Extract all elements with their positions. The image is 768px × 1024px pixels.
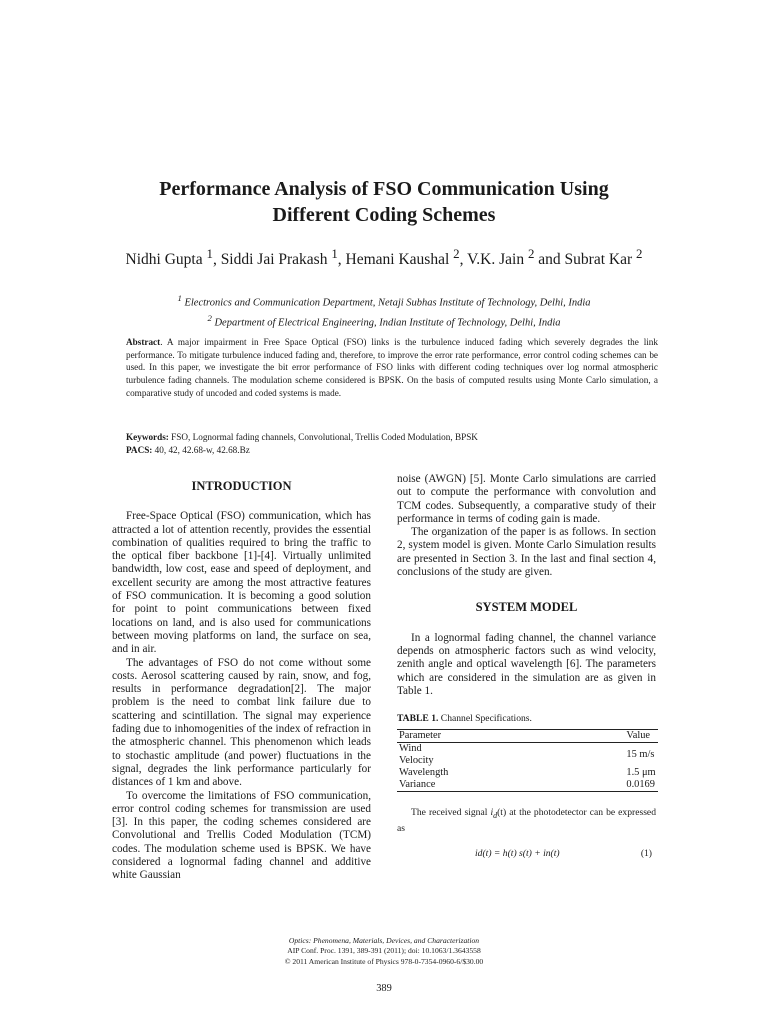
table-cell: 15 m/s bbox=[626, 749, 655, 761]
abstract-label: Abstract bbox=[126, 337, 161, 347]
table-header-row bbox=[397, 730, 658, 743]
equation-text: id(t) = h(t) s(t) + in(t) bbox=[475, 848, 560, 860]
right-column bbox=[397, 473, 656, 861]
author-2: Siddi Jai Prakash $^1$, bbox=[220, 246, 346, 269]
table-header-parameter: Parameter bbox=[399, 730, 442, 742]
introduction-heading: INTRODUCTION bbox=[191, 479, 292, 493]
equation-1 bbox=[397, 847, 656, 861]
abstract bbox=[126, 336, 658, 400]
channel-spec-table bbox=[397, 729, 658, 792]
table-cell: Wavelength bbox=[399, 767, 449, 779]
table-cell: 0.0169 bbox=[626, 779, 655, 791]
author-list bbox=[40, 246, 728, 269]
footer-citation: AIP Conf. Proc. 1391, 389-391 (2011); doi: 10.1063/1.3643558 bbox=[287, 946, 481, 956]
affiliation-2: $^2$ Department of Electrical Engineering, Indian Institute of Technology, Delhi, India bbox=[207, 312, 561, 328]
right-paragraph-2: The organization of the paper is as follows. In section 2, system model is given. Monte Carlo Simulation results are presented in Section 3. In the last and final section 4, conclusions of the study are given. bbox=[397, 526, 656, 579]
abstract-text: . A major impairment in Free Space Optical (FSO) links is the turbulence induced fading which severely degrades the link performance. To mitigate turbulence induced fading and, therefore, to improve the error rate performance, error control coding schemes can be used. In this paper, we investigate the bit error performance of FSO links with different coding techniques over log normal atmospheric turbulence fading channels. The modulation scheme considered is BPSK. On the basis of computed results using Monte Carlo simulation, a comparative study of uncoded and coded systems is made. bbox=[126, 337, 658, 398]
footer-journal: Optics: Phenomena, Materials, Devices, and Characterization bbox=[288, 936, 480, 945]
table-header-value: Value bbox=[626, 730, 651, 742]
table-cell: Wind Velocity bbox=[399, 743, 434, 767]
title-line-1: Performance Analysis of FSO Communication Using bbox=[159, 178, 609, 200]
keywords-block bbox=[126, 431, 658, 456]
affiliation-1: $^1$ Electronics and Communication Department, Netaji Subhas Institute of Technology, Delhi, India bbox=[177, 293, 591, 309]
intro-paragraph-1: Free-Space Optical (FSO) communication, which has attracted a lot of attention recently, provides the essential combination of qualities required to bring the traffic to the optical fiber backbone [1]-[4]. Virtually unlimited bandwidth, low cost, ease and speed of deployment, and excellent security are among the most attractive features of FSO communication. It is becoming a good solution for point to point communications between fixed locations on land, and is also used for communications between moving platforms on land, the surface on sea, and in air. bbox=[112, 510, 371, 656]
table-cell: 1.5 μm bbox=[626, 767, 656, 779]
system-model-paragraph: In a lognormal fading channel, the channel variance depends on atmospheric factors such as wind velocity, zenith angle and optical wavelength [6]. The parameters which are considered in the simulation are as given in Table 1. bbox=[397, 631, 656, 697]
affiliations bbox=[60, 291, 708, 330]
footer-copyright: © 2011 American Institute of Physics 978-0-7354-0960-6/$30.00 bbox=[284, 956, 484, 966]
left-column bbox=[112, 480, 371, 883]
keywords-line: Keywords: FSO, Lognormal fading channels, Convolutional, Trellis Coded Modulation, BPSK bbox=[126, 432, 478, 442]
footer bbox=[60, 936, 708, 967]
table-row bbox=[397, 743, 658, 768]
pacs-line: PACS: 40, 42, 42.68-w, 42.68.Bz bbox=[126, 444, 250, 455]
equation-number: (1) bbox=[640, 848, 652, 860]
paper-title bbox=[60, 176, 708, 228]
table-caption: TABLE 1. Channel Specifications. bbox=[397, 713, 532, 725]
table-cell: Variance bbox=[399, 779, 436, 791]
table-row bbox=[397, 767, 658, 779]
title-line-2: Different Coding Schemes bbox=[272, 204, 496, 226]
system-model-heading: SYSTEM MODEL bbox=[475, 600, 578, 615]
received-signal-text: The received signal $i_d(t)$ at the photodetector can be expressed as bbox=[397, 807, 656, 835]
table-row bbox=[397, 779, 658, 792]
intro-paragraph-3: To overcome the limitations of FSO communication, error control coding schemes for transmission are used [3]. In this paper, the coding schemes considered are Convolutional and Trellis Coded Modulation (TCM) codes. The modulation scheme used is BPSK. We have considered a lognormal fading channel and additive white Gaussian bbox=[112, 789, 371, 882]
author-5: Subrat Kar $^2$ bbox=[564, 246, 643, 269]
intro-paragraph-2: The advantages of FSO do not come without some costs. Aerosol scattering caused by rain, snow, and fog, results in performance degradation[2]. The major problem is the need to combat link failure due to scattering and scintillation. The signal may experience fading due to inhomogenities of the index of refraction in the atmospheric channel. This phenomenon which leads to stochastic amplitude (and power) fluctuations in the signal, degrades the link performance particularly for distances of 1 km and above. bbox=[112, 656, 371, 789]
author-3: Hemani Kaushal $^2$, bbox=[345, 246, 468, 269]
page-number: 389 bbox=[376, 983, 392, 994]
author-4: V.K. Jain $^2$ and bbox=[467, 246, 565, 269]
right-paragraph-1: noise (AWGN) [5]. Monte Carlo simulations are carried out to compute the performance with convolution and TCM codes. Subsequently, a comparative study of their performance in terms of coding gain is made. bbox=[397, 473, 656, 525]
author-1: Nidhi Gupta $^1$, bbox=[125, 246, 221, 269]
